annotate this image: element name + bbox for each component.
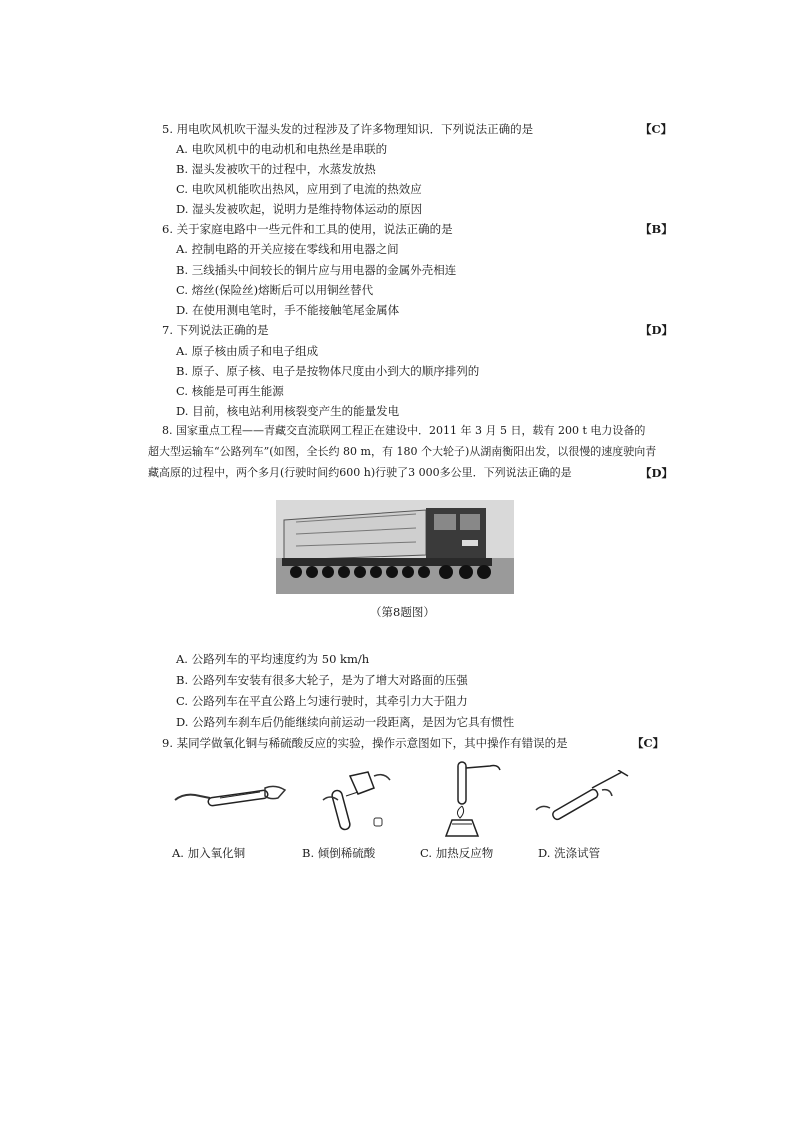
q8-stem-line3: 藏高原的过程中，两个多月(行驶时间约600 h)行驶了3 000多公里．下列说法正确的是: [148, 466, 572, 479]
q7-stem: 7. 下列说法正确的是: [162, 323, 269, 337]
figure-wash-test-tube: [532, 770, 632, 838]
q5-option-c: C. 电吹风机能吹出热风，应用到了电流的热效应: [176, 182, 422, 196]
figure-heat-reactants: [430, 758, 510, 840]
q6-stem: 6. 关于家庭电路中一些元件和工具的使用，说法正确的是: [162, 222, 453, 236]
q5-option-d: D. 湿头发被吹起，说明力是维持物体运动的原因: [176, 202, 423, 216]
q5-stem: 5. 用电吹风机吹干湿头发的过程涉及了许多物理知识．下列说法正确的是: [162, 122, 534, 136]
figure-label-b: B. 倾倒稀硫酸: [302, 846, 376, 860]
q8-figure-caption: （第8题图）: [370, 605, 435, 619]
q6-option-d: D. 在使用测电笔时，手不能接触笔尾金属体: [176, 303, 400, 317]
road-train-photo: [276, 500, 514, 594]
figure-pour-dilute-sulfuric-acid: [318, 770, 398, 838]
q5-answer: 【C】: [640, 122, 673, 136]
q7-option-a: A. 原子核由质子和电子组成: [176, 344, 319, 358]
q8-stem-line1: 8. 国家重点工程——青藏交直流联网工程正在建设中．2011 年 3 月 5 日，载有 200 t 电力设备的: [162, 424, 646, 437]
q8-answer: 【D】: [640, 466, 673, 480]
q7-option-b: B. 原子、原子核、电子是按物体尺度由小到大的顺序排列的: [176, 364, 480, 378]
q8-stem-line2: 超大型运输车“公路列车”(如图，全长约 80 m，有 180 个大轮子)从湖南衡阳出发，以很慢的速度驶向青: [148, 445, 657, 458]
q8-option-d: D. 公路列车刹车后仍能继续向前运动一段距离，是因为它具有惯性: [176, 715, 515, 729]
q9-answer: 【C】: [632, 736, 665, 750]
q6-option-b: B. 三线插头中间较长的铜片应与用电器的金属外壳相连: [176, 263, 457, 277]
figure-label-d: D. 洗涤试管: [538, 846, 601, 860]
q8-option-b: B. 公路列车安装有很多大轮子，是为了增大对路面的压强: [176, 673, 468, 687]
figure-add-copper-oxide: [170, 770, 290, 838]
q5-option-a: A. 电吹风机中的电动机和电热丝是串联的: [176, 142, 388, 156]
q8-option-c: C. 公路列车在平直公路上匀速行驶时，其牵引力大于阻力: [176, 694, 468, 708]
figure-label-c: C. 加热反应物: [420, 846, 494, 860]
q7-option-c: C. 核能是可再生能源: [176, 384, 284, 398]
q6-answer: 【B】: [640, 222, 673, 236]
q5-option-b: B. 湿头发被吹干的过程中，水蒸发放热: [176, 162, 376, 176]
figure-label-a: A. 加入氧化铜: [172, 846, 246, 860]
q9-stem: 9. 某同学做氧化铜与稀硫酸反应的实验，操作示意图如下，其中操作有错误的是: [162, 736, 568, 750]
q6-option-c: C. 熔丝(保险丝)熔断后可以用铜丝替代: [176, 283, 374, 297]
q6-option-a: A. 控制电路的开关应接在零线和用电器之间: [176, 242, 399, 256]
q7-option-d: D. 目前，核电站利用核裂变产生的能量发电: [176, 404, 400, 418]
q7-answer: 【D】: [640, 323, 673, 337]
q8-option-a: A. 公路列车的平均速度约为 50 km/h: [176, 652, 370, 666]
